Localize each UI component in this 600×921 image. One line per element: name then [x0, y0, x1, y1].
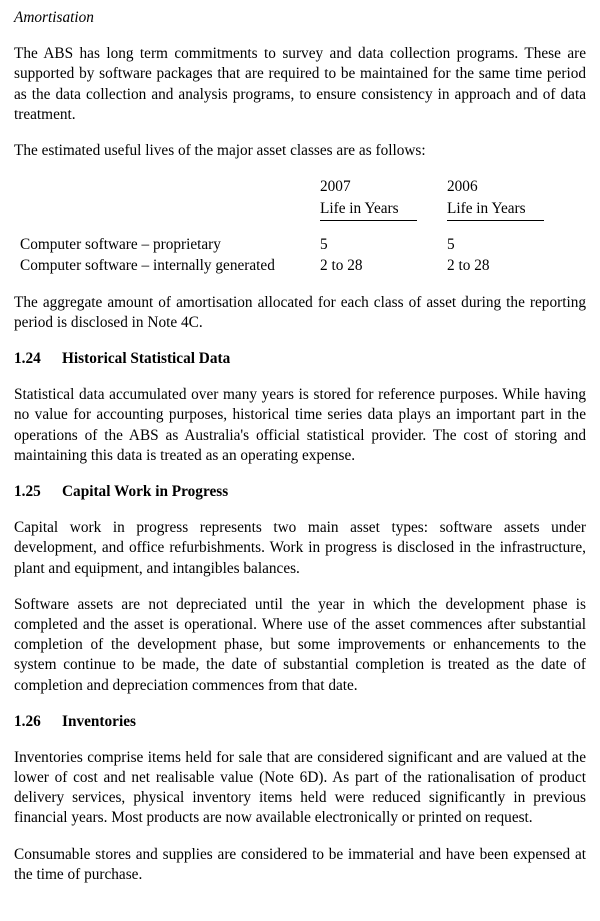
paragraph-useful-lives-intro: The estimated useful lives of the major asset classes are as follows: — [14, 141, 426, 159]
row-value-2006: 5 — [447, 236, 455, 254]
paragraph-inventories: Inventories comprise items held for sale that are considered significant and are valued at the lower of cost and net realisable value (Note 6D). As part of the rationalisation of product delivery services, physical inventory items held were reduced significantly in previous financial years. Most products are now available electronically or printed on request. — [14, 748, 586, 827]
spacer-cell-3 — [447, 221, 586, 235]
row-label: Computer software – internally generated — [20, 257, 275, 275]
paragraph-software-assets-depreciation: Software assets are not depreciated until the year in which the development phase is completed and the asset is operational. Where use of the asset commences after substantial completion of the development phase, but some improvements or enhancements to the system continue to be made, the date of substantial completion is treated as the date of completion and depreciation commences from that date. — [14, 595, 586, 694]
paragraph-aggregate-amortisation: The aggregate amount of amortisation allocated for each class of asset during the reporting period is disclosed in Note 4C. — [14, 293, 586, 331]
spacer-cell-1 — [14, 221, 320, 235]
section-heading-1-25 — [14, 482, 586, 502]
table-header-row — [14, 177, 586, 221]
section-number: 1.25 — [14, 483, 41, 500]
section-heading-1-24 — [14, 349, 586, 369]
table-row — [14, 256, 586, 277]
table-row — [14, 235, 586, 256]
table-header-2007 — [320, 177, 447, 221]
table-spacer-row — [14, 221, 586, 235]
table-header-blank — [14, 177, 320, 221]
page-title: Amortisation — [14, 9, 94, 26]
paragraph-historical-statistical-data: Statistical data accumulated over many years is stored for reference purposes. While having no value for accounting purposes, historical time series data plays an important part in the operations of the ABS as Australia's official statistical provider. The cost of storing and maintaining this data is treated as an operating expense. — [14, 386, 586, 464]
paragraph-amortisation-commitments: The ABS has long term commitments to survey and data collection programs. These are supported by software packages that are required to be maintained for the same time period as the data collection and analysis programs, to ensure consistency in approach and of data treatment. — [14, 45, 586, 123]
row-value-2007: 2 to 28 — [320, 257, 363, 275]
section-number: 1.26 — [14, 712, 41, 730]
section-number: 1.24 — [14, 350, 41, 368]
section-heading-1-26 — [14, 712, 586, 732]
column-subhead-2006: Life in Years — [447, 199, 544, 222]
section-title: Inventories — [62, 712, 136, 730]
table-header-2006 — [447, 177, 586, 221]
asset-useful-lives-table — [14, 177, 586, 277]
column-subhead-2007: Life in Years — [320, 199, 417, 222]
column-year-2006: 2006 — [447, 178, 478, 196]
column-year-2007: 2007 — [320, 178, 351, 196]
row-value-2007: 5 — [320, 236, 328, 254]
spacer-cell-2 — [320, 221, 447, 235]
row-label: Computer software – proprietary — [20, 236, 221, 254]
section-title: Historical Statistical Data — [62, 350, 231, 368]
paragraph-capital-work-in-progress: Capital work in progress represents two main asset types: software assets under development, and office refurbishments. Work in progress is disclosed in the infrastructure, plant and equipment, and intangibles balances. — [14, 519, 586, 577]
section-title: Capital Work in Progress — [62, 483, 229, 500]
row-value-2006: 2 to 28 — [447, 257, 490, 275]
paragraph-consumable-stores: Consumable stores and supplies are considered to be immaterial and have been expensed at the time of purchase. — [14, 845, 586, 883]
